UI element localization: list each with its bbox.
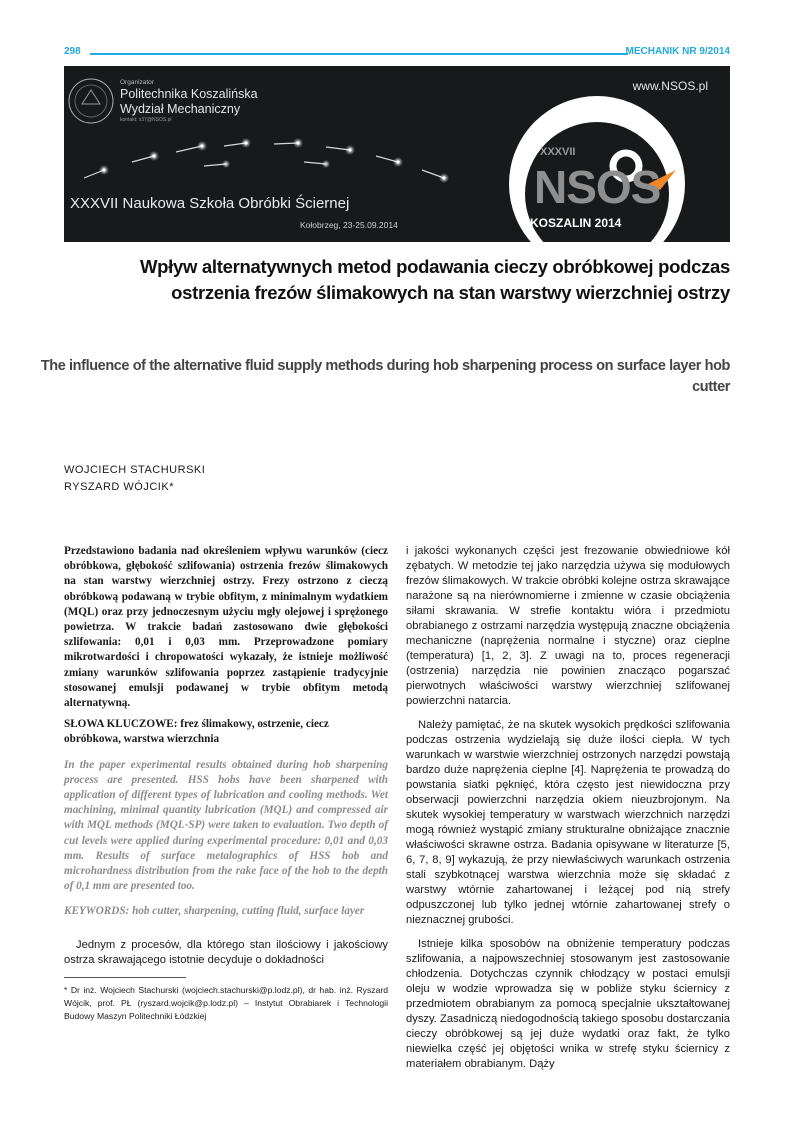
spark-trail-icon	[84, 143, 444, 178]
logo-numeral: XXXVII	[540, 146, 576, 158]
article-title-polish: Wpływ alternatywnych metod podawania cieczy obróbkowej podczas ostrzenia frezów ślimakowych na stan warstwy wierzchniej ostrzy	[140, 256, 730, 303]
intro-paragraph: Jednym z procesów, dla którego stan ilościowy i jakościowy ostrza skrawającego istotnie decyduje o dokładności	[64, 938, 388, 966]
author-name: WOJCIECH STACHURSKI	[64, 464, 206, 476]
body-paragraph: Istnieje kilka sposobów na obniżenie temperatury podczas szlifowania, a najpowszechniej stosowanym jest zastosowanie chłodzenia. Dotychczas czynnik chłodzący w postaci emulsji oleju w wodzie wprowadza się w pobliże styku ściernicy z przedmiotem obrabianym za pomocą specjalnie ukształtowanej dyszy. Zasadniczą niedogodnością takiego sposobu dostarczania cieczy obróbkowej są jej duże wydatki oraz fakt, że tylko niewielka część jej objętości wnika w strefę styku ściernicy z materiałem obrabianym. Dąży	[406, 938, 730, 1070]
abstract-polish: Przedstawiono badania nad określeniem wpływu warunków (ciecz obróbkowa, głębokość szlifowania) ostrzenia frezów ślimakowych na stan warstwy wierzchniej ostrzy. Frezy ostrzono z cieczą obróbkową podawaną w trybie obfitym, z minimalnym wydatkiem (MQL) oraz przy jednoczesnym użyciu mgły olejowej i sprężonego powietrza. W trakcie badań zastosowano dwie głębokości szlifowania: 0,01 i 0,03 mm. Przeprowadzone pomiary mikrotwardości i chropowatości wykazały, że istnieje możliwość zmiany warunków szlifowania poprzez zastąpienie tradycyjnie stosowanej emulsji podawanej w trybie obfitym metodą alternatywną.	[64, 545, 388, 710]
university-seal-icon	[69, 79, 113, 123]
conference-url: www.NSOS.pl	[632, 79, 708, 93]
abstract-english: In the paper experimental results obtained during hob sharpening process are presented. HSS hobs have been sharpened with application of different types of lubrication and cooling methods. Wet machining, minimal quantity lubrication (MQL) and compressed air with MQL methods (MQL-SP) were taken to evaluation. Two depth of cut levels were applied during experimental procedure: 0,01 and 0,03 mm. Results of surface metalographics of HSS hob and microhardness distribution from the rake face of the hob to the depth of 0,1 mm are presented too.	[64, 758, 388, 893]
body-paragraph: Należy pamiętać, że na skutek wysokich prędkości szlifowania podczas ostrzenia wydzielają się duże ilości ciepła. W tych warunkach w warstwie wierzchniej ostrzonych narzędzi powstają bardzo duże naprężenia cieplne [4]. Naprężenia te prowadzą do powstania siatki pęknięć, która często jest niewidoczna przy obserwacji powierzchni narzędzia okiem nieuzbrojonym. Na skutek wysokiej temperatury w warstwach wierzchnich narzędzi mogą również wystąpić zmiany strukturalne obniżające znacznie właściwości skrawne ostrza. Badania opisywane w literaturze [5, 6, 7, 8, 9] wykazują, że przy niewłaściwych warunkach ostrzenia stali szybkotnącej warstwa wierzchnia może się składać z warstwy wtórnie zahartowanej i leżącej pod nią strefy odpuszczonej lub tylko jednej wtórnie zahartowanej strefy o nieznacznej grubości.	[406, 719, 730, 926]
body-paragraph: i jakości wykonanych części jest frezowanie obwiedniowe kół zębatych. W metodzie tej jako narzędzia używa się modułowych frezów ślimakowych. W trakcie obróbki kolejne ostrza skrawające narażone są na nierównomierne i zmienne w czasie obciążenia siłami skrawania. W strefie kontaktu wióra i przedmiotu obrabianego z ostrzami narzędzia występują znaczne obciążenia mechaniczne (naprężenia normalne i styczne) oraz cieplne (temperatura) [1, 2, 3]. Z uwagi na to, proces regeneracji (ostrzenia) narzędzia nie powinien znacząco pogarszać pierwotnych właściwości warstwy wierzchniej szlifowanej powierzchni natarcia.	[406, 545, 730, 707]
keywords-english: KEYWORDS: hob cutter, sharpening, cutting fluid, surface layer	[64, 905, 365, 918]
conference-name: XXXVII Naukowa Szkoła Obróbki Ściernej	[70, 195, 350, 212]
conference-banner	[64, 66, 730, 242]
left-column	[64, 544, 388, 1023]
article-title-english: The influence of the alternative fluid supply methods during hob sharpening process on surface layer hob cutter	[40, 358, 730, 395]
logo-city: KOSZALIN 2014	[530, 216, 622, 230]
logo-text: NSOS	[534, 161, 661, 213]
conference-date: Kołobrzeg, 23-25.09.2014	[300, 220, 398, 230]
author-footnote: * Dr inż. Wojciech Stachurski (wojciech.stachurski@p.lodz.pl), dr hab. inż. Ryszard Wójcik, prof. PŁ (ryszard.wojcik@p.lodz.pl) – Instytut Obrabiarek i Technologii Budowy Maszyn Politechniki Łódzkiej	[64, 984, 388, 1021]
organizer-label: Organizator	[120, 79, 154, 86]
organizer-university: Politechnika Koszalińska	[120, 87, 258, 101]
header-rule	[90, 53, 628, 55]
keywords-polish: SŁOWA KLUCZOWE: frez ślimakowy, ostrzenie, ciecz obróbkowa, warstwa wierzchnia	[64, 718, 329, 746]
authors	[64, 462, 205, 496]
running-header	[64, 46, 730, 60]
author-name: RYSZARD WÓJCIK*	[64, 481, 174, 493]
organizer-faculty: Wydział Mechaniczny	[120, 102, 241, 116]
organizer-contact: kontakt: x37@NSOS.pl	[120, 117, 172, 123]
right-column	[406, 544, 730, 1072]
journal-issue: MECHANIK NR 9/2014	[625, 46, 730, 57]
page-number: 298	[64, 46, 81, 57]
footnote-rule	[64, 977, 186, 978]
